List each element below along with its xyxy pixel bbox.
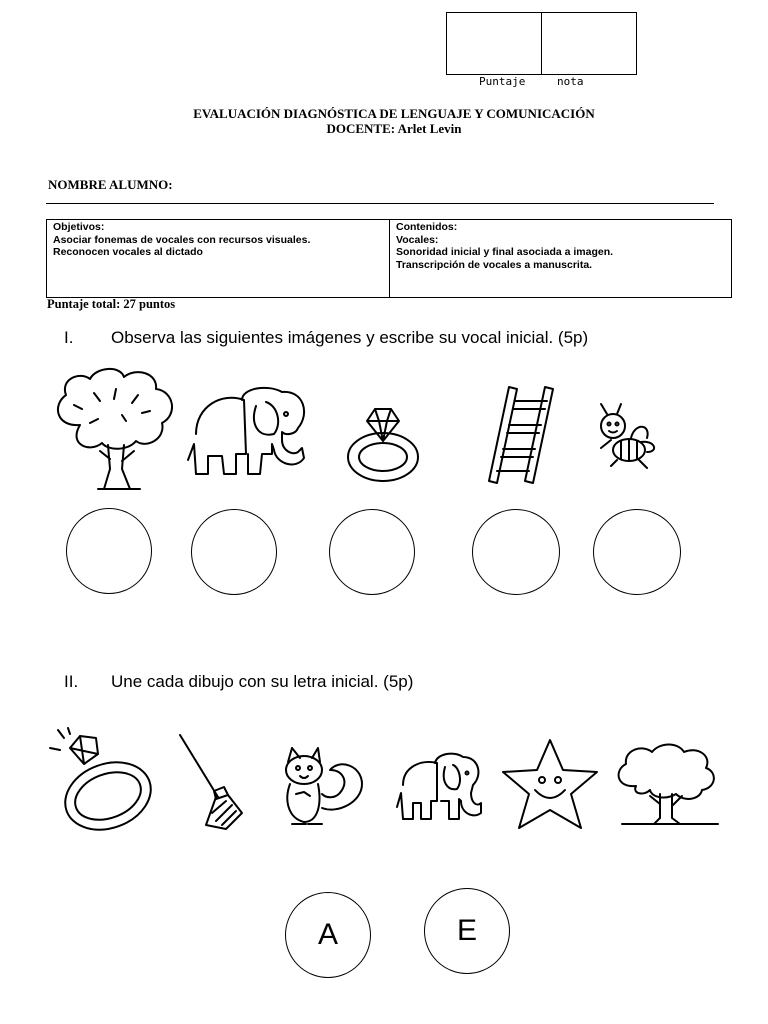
objectives-table: [46, 219, 732, 298]
answer-oval-2[interactable]: [191, 509, 277, 595]
contents-column: [390, 220, 619, 297]
ring-icon: [48, 728, 156, 834]
page-title: EVALUACIÓN DIAGNÓSTICA DE LENGUAJE Y COMUNICACIÓN: [193, 106, 595, 121]
tree-icon: [610, 742, 720, 830]
elephant-icon: [397, 753, 483, 829]
teacher-line: DOCENTE: Arlet Levin: [326, 121, 462, 136]
answer-oval-5[interactable]: [593, 509, 681, 595]
answer-oval-4[interactable]: [472, 509, 560, 595]
student-name-field[interactable]: [190, 177, 710, 199]
objectives-heading: Objetivos:: [53, 221, 105, 233]
content-item: Vocales:: [396, 233, 439, 246]
nota-label: nota: [557, 75, 584, 88]
ring-icon: [345, 403, 427, 485]
section1-number: I.: [64, 328, 74, 347]
section2-number: II.: [64, 672, 79, 691]
star-icon: [497, 736, 603, 834]
broom-icon: [176, 733, 248, 831]
section1-instruction: Observa las siguientes imágenes y escribe su vocal inicial. (5p): [111, 328, 589, 347]
objectives-column: [47, 220, 390, 297]
score-box: [446, 12, 637, 75]
letter-a-oval[interactable]: A: [285, 892, 371, 978]
section2-instruction: Une cada dibujo con su letra inicial. (5p): [111, 672, 414, 691]
student-name-line: [46, 203, 714, 204]
content-item: Transcripción de vocales a manuscrita.: [396, 258, 593, 271]
student-name-label: NOMBRE ALUMNO:: [48, 177, 173, 192]
tree-icon: [50, 365, 182, 493]
letter-e-oval[interactable]: E: [424, 888, 510, 974]
answer-oval-1[interactable]: [66, 508, 152, 594]
objective-item: Reconocen vocales al dictado: [53, 246, 203, 258]
puntaje-label: Puntaje: [479, 75, 526, 88]
contents-heading: Contenidos:: [396, 221, 458, 233]
answer-oval-3[interactable]: [329, 509, 415, 595]
total-score: Puntaje total: 27 puntos: [47, 297, 176, 311]
squirrel-icon: [278, 744, 366, 828]
puntaje-field[interactable]: [447, 13, 541, 74]
objective-item: Asociar fonemas de vocales con recursos visuales.: [53, 233, 311, 246]
bee-icon: [591, 404, 661, 474]
ladder-icon: [487, 381, 559, 489]
nota-field[interactable]: [541, 13, 636, 74]
elephant-icon: [186, 384, 316, 494]
content-item: Sonoridad inicial y final asociada a imagen.: [396, 246, 614, 258]
